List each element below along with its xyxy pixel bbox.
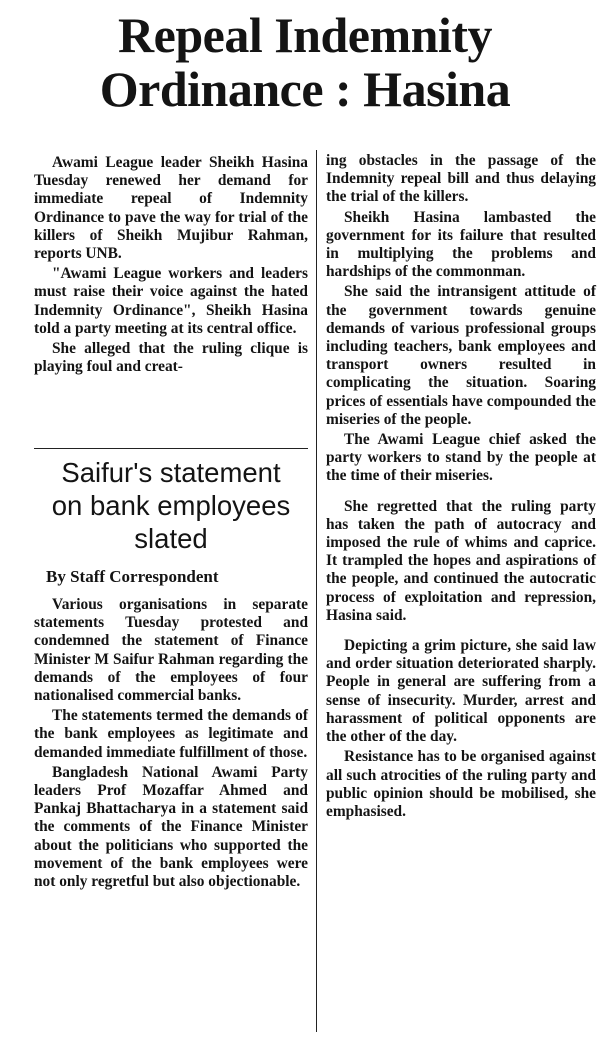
article1-paragraph: Awami League leader Sheikh Hasina Tuesday renewed her demand for immediate repeal of Indemnity Ordinance to pave the way for trial of the killers of Sheikh Mujibur Rahman, reports UNB. [34,154,308,263]
article1-right-column [326,152,596,821]
main-headline-line2: Ordinance : Hasina [99,61,511,117]
main-headline-line1: Repeal Indemnity [118,7,492,63]
article1-paragraph: Depicting a grim picture, she said law and order situation deteriorated sharply. People in general are suffering from a sense of insecurity. Murder, arrest and harassment of political opponents are the other of the day. [326,637,596,746]
main-headline [0,8,610,116]
article2-headline [30,456,312,555]
article1-paragraph: She alleged that the ruling clique is playing foul and creat- [34,340,308,376]
column-divider [316,150,317,1032]
article1-paragraph: The Awami League chief asked the party workers to stand by the people at the time of their miseries. [326,431,596,485]
article2-headline-line: Saifur's statement [61,457,281,488]
article1-paragraph: She regretted that the ruling party has taken the path of autocracy and imposed the rule of whims and caprice. It trampled the hopes and aspirations of the people, and continued the autocratic process of exploitation and repression, Hasina said. [326,497,596,624]
article2-headline-line: on bank employees [51,490,291,521]
article1-paragraph: Sheikh Hasina lambasted the government for its failure that resulted in multiplying the problems and hardships of the commonman. [326,208,596,281]
article-divider [34,448,308,449]
article1-paragraph: ing obstacles in the passage of the Indemnity repeal bill and thus delaying the trial of the killers. [326,152,596,206]
byline: By Staff Correspondent [46,567,219,586]
article2-column [34,596,308,891]
article1-paragraph: She said the intransigent attitude of the government towards genuine demands of various professional groups including teachers, bank employees and transport owners resulted in complicating the situation. Soaring prices of essentials have compounded the miseries of the people. [326,283,596,428]
article2-paragraph: Bangladesh National Awami Party leaders Prof Mozaffar Ahmed and Pankaj Bhattacharya in a statement said the comments of the Finance Minister about the politicians who supported the movement of the bank employees were not only regretful but also objectionable. [34,763,308,891]
article1-left-column [34,154,308,376]
article1-paragraph: Resistance has to be organised against all such atrocities of the ruling party and public opinion should be mobilised, she emphasised. [326,748,596,820]
article1-paragraph: "Awami League workers and leaders must raise their voice against the hated Indemnity Ordinance", Sheikh Hasina told a party meeting at its central office. [34,265,308,337]
article2-paragraph: Various organisations in separate statements Tuesday protested and condemned the statement of Finance Minister M Saifur Rahman regarding the demands of the employees of four nationalised commercial banks. [34,596,308,705]
article2-headline-line: slated [134,523,208,554]
article2-paragraph: The statements termed the demands of the bank employees as legitimate and demanded immediate fulfillment of those. [34,707,308,761]
